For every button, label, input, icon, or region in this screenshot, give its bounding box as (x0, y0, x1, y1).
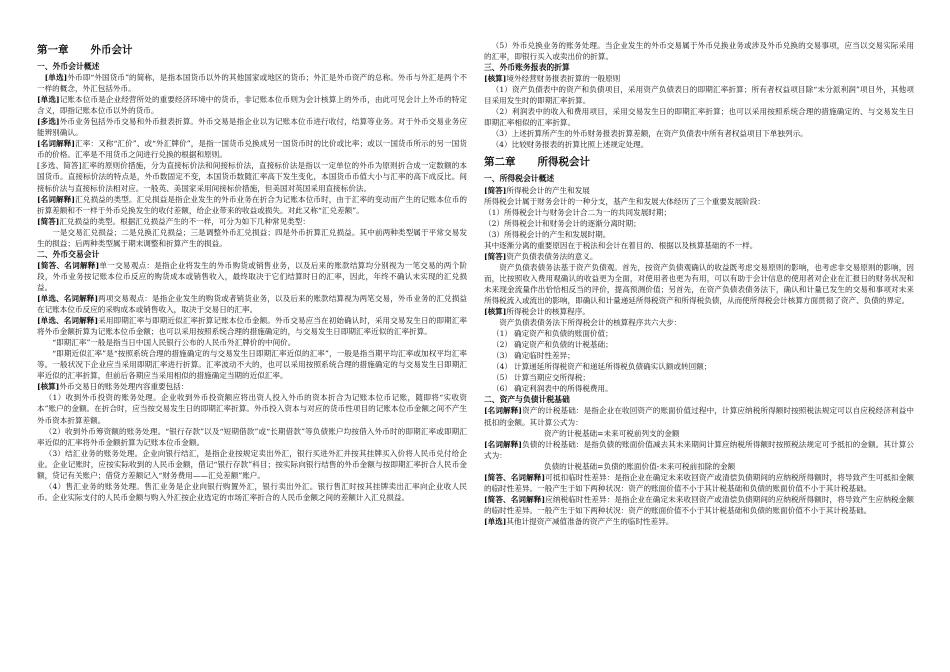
paragraph (37, 94, 467, 116)
paragraph (37, 293, 467, 315)
paragraph (37, 116, 467, 138)
paragraph-text: 所得税会计属于财务会计的一种分支，基产生和发展大体经历了三个重要发展阶段： (484, 196, 765, 206)
question-type-tag: [单选] (44, 73, 68, 83)
paragraph-text: （2）收到外币筹资额的账务处理。“银行存款”以及“短期借款”或“长期借款”等负债账户均按借入外币时的即期汇率或即期汇率近似的汇率将外币金额折算为记账本位币金额。 (37, 426, 467, 447)
paragraph-text: （3）结汇业务的账务处理。企业向银行结汇，是指企业按规定卖出外汇，银行买进外汇并按其挂牌买入价将人民币兑付给企业。企业记账时，应按实际收到的人民币金额，借记“银行存款”科目；按实际向银行结售的外币金额与按即期汇率折合人民币金额，贷记有关账户；借贷方差额记入“财务费用——汇兑差额”账户。 (37, 448, 467, 480)
paragraph (484, 262, 914, 306)
question-type-tag: [简答、名词解释] (484, 494, 546, 504)
paragraph (37, 348, 467, 381)
step-text: 计算当期应交所得税； (514, 373, 590, 383)
paragraph-text: “即期近似汇率”是“按照系统合理的措施确定的与交易发生日即期汇率近似的汇率”，一般是指当期平均汇率或加权平均汇率等。一般状况下企业应当采用即期汇率进行折算。汇率波动不大的，也可以采用按照系统合理的措施确定的与交易发生日即期汇率近似的汇率折算，但前后各期应当采用相似的措施确定当期的近似汇率。 (37, 349, 467, 381)
question-type-tag: [名词解释] (484, 406, 523, 416)
paragraph (484, 516, 914, 527)
paragraph (484, 251, 914, 262)
paragraph-text: 记账本位币是企业经营所处的重要经济环境中的货币，非记账本位币则为会计核算上的外币，由此可见会计上外币的特定含义，即指记账本位币以外的货币。 (37, 95, 467, 116)
paragraph (37, 481, 467, 503)
step-text: 确定资产和负债的账面价值； (514, 329, 613, 339)
question-type-tag: [核算] (484, 74, 507, 84)
paragraph-text: 外币业务包括外币交易和外币报表折算。外币交易是指企业以为记账本位币进行收付，结算等业务。对于外币交易业务应能辨别确认。 (37, 117, 467, 138)
paragraph-text: （2）利润表中的收入和费用项目，采用交易发生日的即期汇率折算；也可以采用按照系统合理的措施确定的、与交易发生日即期汇率相似的汇率折算。 (484, 107, 914, 128)
paragraph-text: 境外经营财务报表折算的一般原则 (506, 74, 621, 84)
paragraph-text: 资产负债表债务法的意义。 (506, 251, 598, 261)
paragraph (484, 229, 914, 240)
paragraph (37, 381, 467, 392)
paragraph-text: （1）资产负债表中的资产和负债项目，采用资产负债表日的即期汇率折算；所有者权益项目除“未分派利润”项目外，其他项目采用发生时的即期汇率折算。 (484, 85, 914, 106)
step-text: 确定临时性差异； (514, 351, 575, 361)
paragraph-text: （4）售汇业务的账务处理。售汇业务是企业向银行购置外汇，银行卖出外汇。银行售汇时按其挂牌卖出汇率向企业收人民币。企业实际支付的人民币金额与购入外汇按企业选定的市场汇率折合的人民币金额之间的差额计入汇兑损益。 (37, 481, 467, 502)
paragraph (484, 405, 914, 427)
paragraph-text: 汇兑损益的类型。根据汇兑损益产生的不一样，可分为如下几种常见类型： (59, 216, 310, 226)
step-number: （4） (492, 362, 513, 372)
section-heading: 二、资产与负债计税基础 (484, 395, 570, 405)
step-number: （6） (492, 384, 513, 394)
chapter-heading (484, 155, 914, 169)
numbered-step (484, 361, 914, 372)
paragraph-text: 单一交易观点：是指企业将发生的外币购货或销售业务，以及后来的账款结算均分别视为一笔交易的两个阶段，外币业务按记账本位币反应的购货成本或销售收入，最终取决于它们结算时日的汇率，因此，年终不确认未实现的汇兑损益。 (37, 260, 467, 292)
numbered-step (484, 339, 914, 350)
paragraph (37, 216, 467, 227)
paragraph (484, 73, 914, 84)
paragraph (484, 240, 914, 251)
question-type-tag: [简答] (484, 251, 507, 261)
paragraph (37, 194, 467, 216)
question-type-tag: [核算] (484, 307, 507, 317)
paragraph-text: 一是交易汇兑损益；二是兑换汇兑损益；三是调整外币汇兑损益；四是外币折算汇兑损益。其中前两种类型属于平常交易发生的损益；后两种类型属于期末调整和折算产生的损益。 (37, 227, 467, 248)
paragraph-text: 资产负债表债务法下所得税会计的核算程序共六大步： (499, 318, 682, 328)
formula: 负债的计税基础=负债的账面价值-未来可税前扣除的金额 (544, 461, 736, 471)
paragraph-text: 可抵扣临时性差异：是指企业在确定未来收回资产或清偿负债期间的应纳税所得额时，将导致产生可抵扣金额的临时性差异。一般产生于如下两种状况：资产的账面价值不小于其计税基础和负债的账面价值不小于其计税基础。 (484, 472, 914, 493)
step-text: 确定利润表中的所得税费用。 (514, 384, 613, 394)
paragraph-text: 其他计提资产减值准备的资产产生的临时性差异。 (506, 516, 674, 526)
paragraph-text: 资产负债表债务法基于资产负债观。首先，按资产负债观确认的收益既考虑交易原则的影响，也考虑非交易原则的影响，因而，比按照收入费用观确认的收益更为全面，对使用者也更为有用，可以有助于会计信息的使用者对企业在汇报日的财务状况和未来现金流量作出恰恰相反当的评价，提高预测价值；另首先，在资产负债表债务法下，确认和计量已发生的交易和事项对未来所得税流入或流出的影响，即确认和计量递延所得税资产和所得税负债，从而使所得税会计核算方面贯彻了资产、负债的界定。 (484, 262, 914, 305)
question-type-tag: [单选、名词解释] (37, 316, 99, 326)
paragraph-text: （1）所得税会计与财务会计合二为一的共同发展时期； (484, 207, 672, 217)
paragraph-text: [多选、简答]汇率的原则价措施，分为直接标价法和间接标价法，直接标价法是指以一定单位的外币为原则折合成一定数额的本国货币。直接标价法的特点是，外币数固定不变，本国货币数随汇率高下发生变化，本国货币币值大小与汇率的高下成反比。间接标价法与直接标价法相对应。一般英、美国家采用间接标价措施，但美国对英国采用直接标价法。 (37, 161, 467, 193)
section-heading: 一、外币会计概述 (37, 62, 100, 71)
paragraph-text: 汇率：又称“汇价”、或“外汇牌价”，是指一国货币兑换成另一国货币时的比价或比率；或以一国货币所示的另一国货币的价格。汇率是不用货币之间进行兑换的根据和原则。 (37, 139, 467, 160)
step-number: （5） (492, 373, 513, 383)
paragraph-text: 资产的计税基础：是指企业在收回资产的账面价值过程中，计算应纳税所得额时按照税法规定可以自应税经济利益中抵扣的金额。其计算公式为： (484, 406, 915, 427)
paragraph (37, 260, 467, 293)
paragraph-text: “即期汇率”一般是指当日中国人民银行公布的人民币外汇牌价的中间价。 (52, 338, 296, 348)
paragraph-text: 汇兑损益的类型。汇兑损益是指企业发生的外币业务在折合为记账本位币时，由于汇率的变动而产生的记账本位币的折算差额和不一样于外币兑换发生的收付差额，给企业带来的收益或损失。对此又称“汇兑差额”。 (37, 194, 468, 215)
chapter-number: 第二章 (484, 156, 516, 169)
step-number: （2） (492, 340, 513, 350)
step-text: 确定资产和负债的计税基础； (514, 340, 613, 350)
paragraph (484, 185, 914, 196)
paragraph (484, 196, 914, 207)
formula: 资产的计税基础=未来可税前列支的金额 (544, 428, 680, 438)
paragraph (37, 227, 467, 249)
numbered-step (484, 383, 914, 394)
paragraph-text: （4）比较财务报表的折算比照上述规定处理。 (491, 140, 649, 150)
paragraph (484, 207, 914, 218)
chapter-number: 第一章 (37, 44, 69, 56)
paragraph-text: 所得税会计的核算程序。 (506, 307, 590, 317)
question-type-tag: [名词解释] (37, 139, 75, 149)
question-type-tag: [单选] (37, 95, 60, 105)
question-type-tag: [简答] (484, 185, 507, 195)
chapter-title: 外币会计 (90, 44, 133, 56)
paragraph (37, 426, 467, 448)
chapter-heading (37, 43, 467, 57)
question-type-tag: [单选] (484, 516, 507, 526)
numbered-step (484, 372, 914, 383)
paragraph (484, 317, 914, 328)
paragraph-text: 两项交易观点：是指企业发生的购货或者销货业务，以及后来的账款结算视为两笔交易，外币业务的汇兑损益在记账本位币反应的采购成本或销售收入，取决于交易日的汇率。 (37, 293, 467, 315)
paragraph (484, 306, 914, 317)
step-text: 计算递延所得税资产和递延所得税负债确实认额或转回额； (514, 362, 712, 372)
question-type-tag: [核算] (37, 382, 60, 392)
paragraph (484, 84, 914, 106)
paragraph (37, 138, 467, 160)
paragraph (484, 128, 914, 139)
question-type-tag: [单选、名词解释] (37, 293, 99, 303)
section-heading: 二、外币交易会计 (37, 249, 100, 259)
paragraph-text: 其中逐渐分离的重要原因在于税法和会计在着目的、根据以及核算基础的不一样。 (484, 240, 758, 250)
left-column (37, 38, 467, 503)
paragraph (484, 494, 914, 516)
numbered-step (484, 328, 914, 339)
paragraph (37, 337, 467, 348)
paragraph (37, 392, 467, 425)
paragraph-text: 所得税会计的产生和发展 (506, 185, 590, 195)
section-heading: 三、外币账务报表的折算 (484, 63, 570, 73)
paragraph-text: 应纳税临时性差异：是指企业在确定未来收回资产或清偿负债期间的应纳税所得额时，将导致产生应纳税金额的临时性差异。一般产生于如下两种状况：资产的账面价值不小于其计税基础和负债的账面价值不小于其计税基础。 (484, 494, 914, 515)
question-type-tag: [名词解释] (37, 194, 76, 204)
paragraph-text: （1）收到外币投资的账务处理。企业收到外币投资额应将出资人投入外币的资本折合为记账本位币记账，随即将“实收资本”账户的金额。在折合时，应当按交易发生日的即期汇率折算。外币投入资本与对应的货币性项目的记账本位币金额之间不产生外币资本折算差额。 (37, 393, 467, 425)
paragraph (484, 218, 914, 229)
paragraph-text: （5）外币兑换业务的账务处理。当企业发生的外币交易属于外币兑换业务或涉及外币兑换的交易事项，应当以交易实际采用的汇率，即银行买入或卖出价的折算。 (484, 41, 914, 62)
paragraph-text: （2）所得税会计和财务会计的逐渐分离时期； (484, 218, 641, 228)
paragraph (484, 139, 914, 150)
step-number: （3） (492, 351, 513, 361)
paragraph-text: （3）上述折算所产生的外币财务报表折算差额，在资产负债表中所有者权益项目下单独列示。 (491, 129, 808, 139)
paragraph (37, 160, 467, 193)
right-column (484, 40, 914, 527)
paragraph (37, 315, 467, 337)
numbered-step (484, 350, 914, 361)
paragraph (484, 472, 914, 494)
paragraph (484, 40, 914, 62)
question-type-tag: [简答、名词解释] (37, 260, 100, 270)
paragraph-text: 外币交易日的账务处理内容重要包括： (59, 382, 189, 392)
paragraph-text: 负债的计税基础：是指负债的账面价值减去其未来期间计算应纳税所得额时按照税法规定可予抵扣的金额。其计算公式为： (484, 439, 915, 460)
paragraph-text: （3）所得税会计的产生和发展时期。 (484, 229, 611, 239)
paragraph (484, 439, 914, 461)
question-type-tag: [多选] (37, 117, 60, 127)
question-type-tag: [简答] (37, 216, 60, 226)
question-type-tag: [名词解释] (484, 439, 523, 449)
question-type-tag: [简答、名词解释] (484, 472, 546, 482)
paragraph (484, 106, 914, 128)
section-heading: 一、所得税会计概述 (484, 174, 555, 184)
paragraph-text: 外币即“外国货币”的简称，是指本国货币以外的其他国家或地区的货币；外汇是外币资产的总称。外币与外汇是两个不一样的概念，外汇包括外币。 (37, 73, 467, 94)
paragraph (37, 448, 467, 481)
chapter-title: 所得税会计 (537, 156, 590, 169)
paragraph (37, 72, 467, 94)
paragraph-text: 采用即期汇率与即期近似汇率折算记账本位币金额。外币交易应当在初始确认时，采用交易发生日的即期汇率将外币金额折算为记账本位币金额；也可以采用按照系统合理的措施确定的，与交易发生日即期汇率近似的汇率折算。 (37, 316, 467, 337)
step-number: （1） (492, 329, 513, 339)
